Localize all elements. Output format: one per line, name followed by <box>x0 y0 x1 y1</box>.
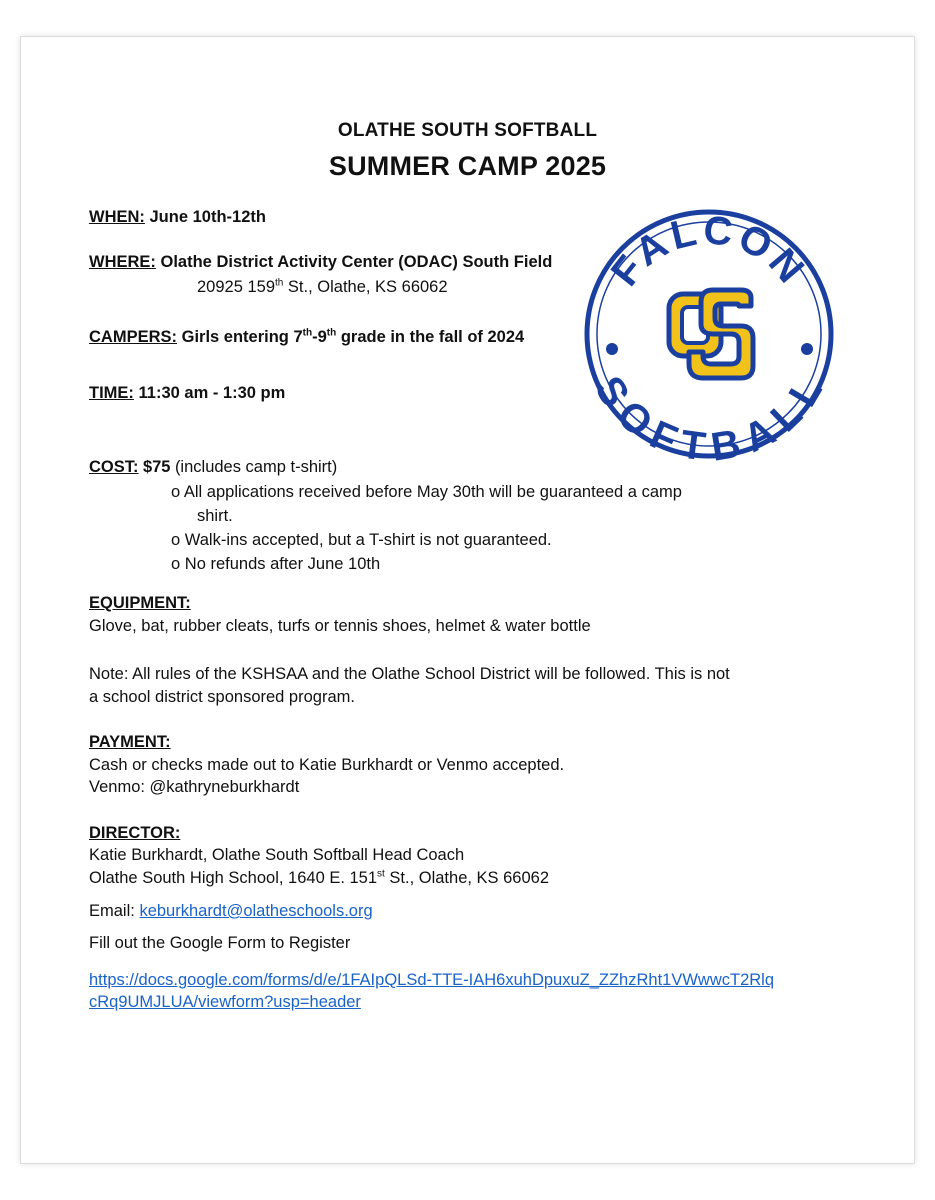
time-value: 11:30 am - 1:30 pm <box>138 384 286 402</box>
cost-label: COST: <box>89 458 139 476</box>
where-address: 20925 159th St., Olathe, KS 66062 <box>197 277 448 296</box>
payment-line-1: Cash or checks made out to Katie Burkhardt or Venmo accepted. <box>89 756 565 774</box>
logo-top-text: FALCON <box>602 207 815 295</box>
form-link-line-2[interactable]: cRq9UMJLUA/viewform?usp=header <box>89 993 361 1011</box>
falcon-softball-logo <box>581 206 837 462</box>
cost-bullet-2: o Walk-ins accepted, but a T-shirt is not guaranteed. <box>171 531 552 549</box>
director-line-1: Katie Burkhardt, Olathe South Softball Head Coach <box>89 846 465 864</box>
cost-amount: $75 <box>142 458 171 476</box>
cost-note: (includes camp t-shirt) <box>174 458 338 476</box>
cost-bullet-1: o All applications received before May 30th will be guaranteed a camp <box>171 483 682 501</box>
time-label: TIME: <box>89 384 134 402</box>
flyer-page <box>20 36 915 1164</box>
payment-label: PAYMENT: <box>89 733 171 751</box>
where-label: WHERE: <box>89 253 156 271</box>
email-label: Email: <box>89 902 140 920</box>
when-row <box>89 208 266 227</box>
logo-dot-right <box>801 343 813 355</box>
director-label: DIRECTOR: <box>89 824 181 842</box>
when-value: June 10th-12th <box>149 208 266 226</box>
note-line-2: a school district sponsored program. <box>89 688 355 706</box>
cost-bullet-3: o No refunds after June 10th <box>171 555 381 573</box>
form-link-line-1[interactable]: https://docs.google.com/forms/d/e/1FAIpQLSd-TTE-IAH6xuhDpuxuZ_ZZhzRht1VWwwcT2Rlq <box>89 971 775 989</box>
where-value: Olathe District Activity Center (ODAC) South Field <box>160 253 553 271</box>
equipment-value: Glove, bat, rubber cleats, turfs or tennis shoes, helmet & water bottle <box>89 617 591 635</box>
email-link[interactable]: keburkhardt@olatheschools.org <box>139 902 373 920</box>
when-label: WHEN: <box>89 208 145 226</box>
flyer-title-school: OLATHE SOUTH SOFTBALL <box>337 120 598 141</box>
campers-value: Girls entering 7th-9th grade in the fall of 2024 <box>181 327 525 346</box>
cost-bullet-1-cont: shirt. <box>197 507 233 525</box>
email-row <box>89 902 373 921</box>
time-row <box>89 384 285 403</box>
logo-dot-left <box>606 343 618 355</box>
flyer-title-camp: SUMMER CAMP 2025 <box>328 151 607 181</box>
logo-bottom-text: SOFTBALL <box>586 368 832 462</box>
cost-row <box>89 458 337 477</box>
payment-venmo: Venmo: @kathryneburkhardt <box>89 778 300 796</box>
campers-row <box>89 328 524 347</box>
register-text: Fill out the Google Form to Register <box>89 934 351 952</box>
director-line-2: Olathe South High School, 1640 E. 151st St., Olathe, KS 66062 <box>89 868 550 887</box>
equipment-label: EQUIPMENT: <box>89 594 191 612</box>
where-row <box>89 253 552 272</box>
campers-label: CAMPERS: <box>89 328 178 346</box>
note-line-1: Note: All rules of the KSHSAA and the Olathe School District will be followed. This is not <box>89 665 730 683</box>
